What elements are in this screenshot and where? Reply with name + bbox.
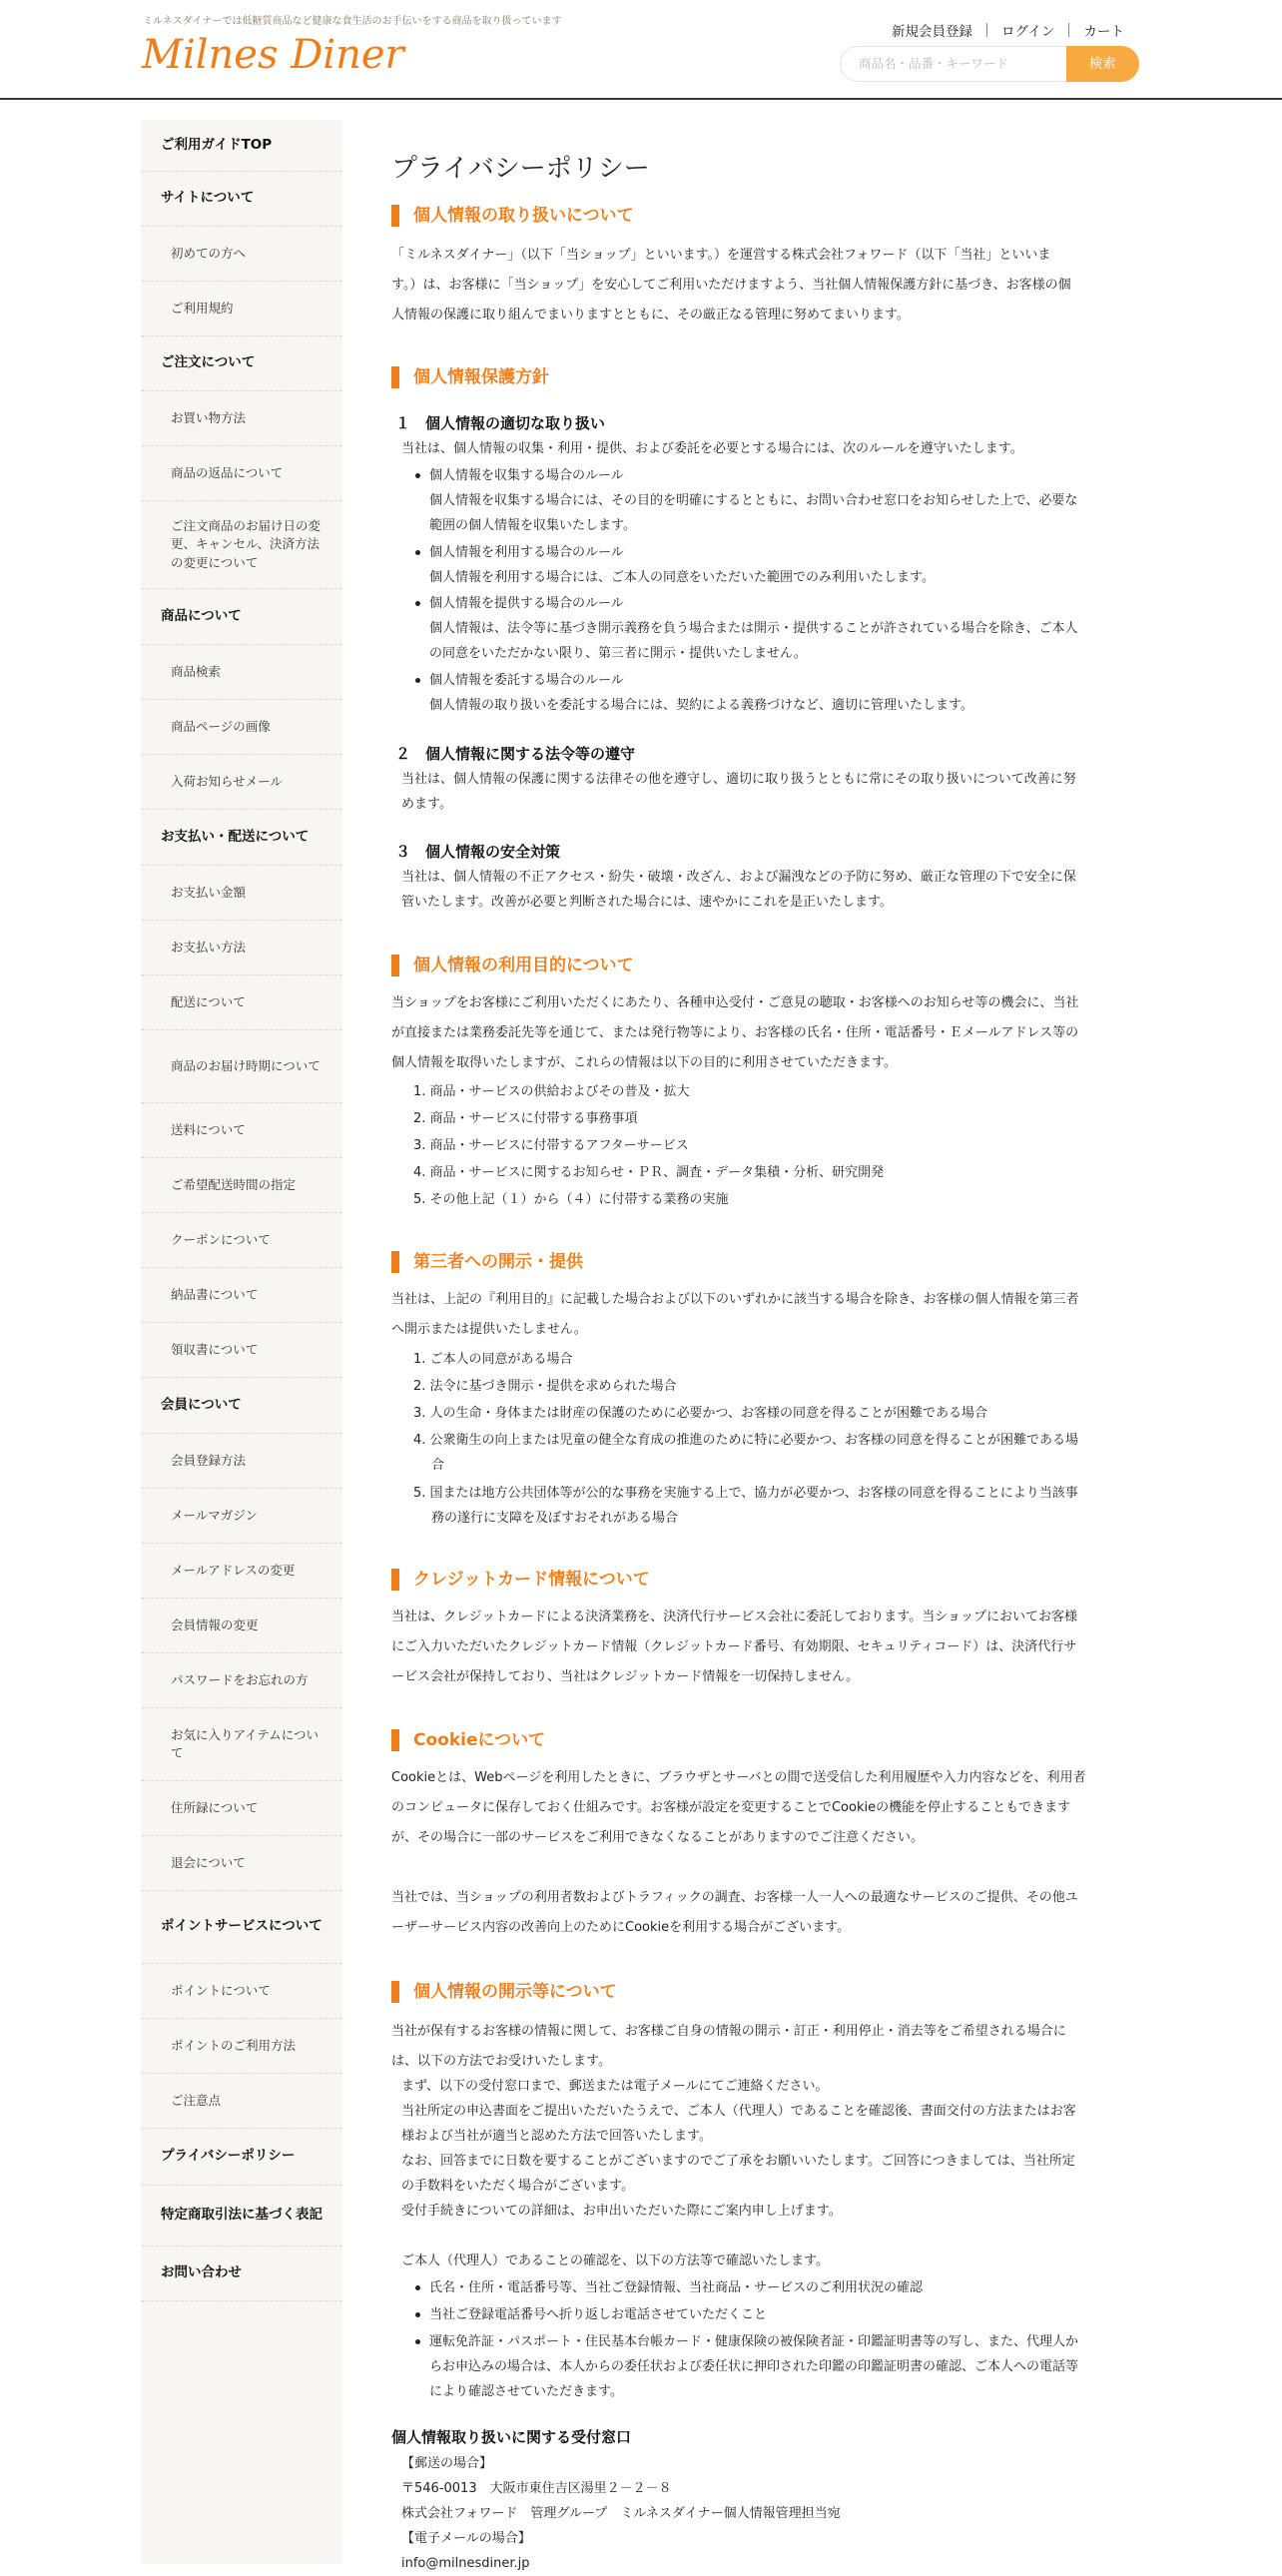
sidebar-link[interactable]: お支払い方法: [141, 921, 342, 975]
section-heading: Cookieについて: [391, 1729, 545, 1751]
sidebar-link[interactable]: ポイントのご利用方法: [141, 2019, 342, 2074]
sidebar-link[interactable]: 商品検索: [141, 645, 342, 700]
sidebar-link[interactable]: お支払い金額: [141, 866, 342, 921]
bullet-item: 個人情報を委託する場合のルール 個人情報の取り扱いを委託する場合には、契約による義務づけなど、適切に管理いたします。: [429, 668, 1134, 718]
list-item: 5. その他上記（１）から（４）に付帯する業務の実施: [413, 1192, 729, 1207]
section-heading: 第三者への開示・提供: [391, 1251, 583, 1273]
cart-link[interactable]: カート: [1083, 24, 1124, 40]
bullet-item: 氏名・住所・電話番号等、当社ご登録情報、当社商品・サービスのご利用状況の確認: [429, 2275, 1134, 2300]
sidebar-link[interactable]: ご希望配送時間の指定: [141, 1158, 342, 1213]
sidebar-link[interactable]: 納品書について: [141, 1268, 342, 1323]
sidebar-link[interactable]: 住所録について: [141, 1781, 342, 1836]
sidebar-link[interactable]: 送料について: [141, 1103, 342, 1158]
sidebar-link[interactable]: 領収書について: [141, 1323, 342, 1378]
paragraph: ご本人（代理人）であることの確認を、以下の方法等で確認いたします。: [401, 2254, 829, 2268]
sidebar-link[interactable]: 配送について: [141, 975, 342, 1030]
list-item: 3. 商品・サービスに付帯するアフターサービス: [413, 1138, 689, 1153]
bullet-item: 当社ご登録電話番号へ折り返しお電話させていただくこと: [429, 2302, 1134, 2327]
search-form: [840, 46, 1139, 82]
sidebar-link[interactable]: 会員登録方法: [141, 1434, 342, 1489]
paragraph: 当社が保有するお客様の情報に関して、お客様ご自身の情報の開示・訂正・利用停止・消去等をご希望される場合に は、以下の方法でお受けいたします。: [391, 2024, 1066, 2069]
bullet-icon: [415, 473, 420, 478]
section-heading: クレジットカード情報について: [391, 1569, 650, 1591]
sidebar-heading[interactable]: プライバシーポリシー: [141, 2129, 342, 2186]
sidebar-link[interactable]: お気に入りアイテムについて: [141, 1708, 342, 1781]
contact-info: 【郵送の場合】 〒546-0013 大阪市東住吉区湯里２－２－８ 株式会社フォワード 管理グループ ミルネスダイナー個人情報管理担当宛 【電子メールの場合】 info@milnesdiner.jp: [401, 2451, 841, 2576]
site-header: [0, 0, 1282, 100]
paragraph: 当社は、個人情報の収集・利用・提供、および委託を必要とする場合には、次のルールを遵守いたします。: [401, 441, 1023, 456]
sidebar-heading[interactable]: お問い合わせ: [141, 2247, 342, 2301]
sidebar-heading[interactable]: ポイントサービスについて: [141, 1891, 342, 1964]
bullet-item: 個人情報を提供する場合のルール 個人情報は、法令等に基づき開示義務を負う場合または開示・提供することが許されている場合を除き、ご本人 の同意をいただかない限り、第三者に開示・提供いたしません。: [429, 591, 1134, 666]
sidebar-link[interactable]: 商品ページの画像: [141, 700, 342, 755]
subheading: １ 個人情報の適切な取り扱い: [395, 414, 606, 432]
subheading: 個人情報取り扱いに関する受付窓口: [391, 2428, 632, 2446]
logo-wordmark-icon: [140, 26, 404, 80]
nav-divider: [1068, 23, 1069, 37]
subheading: ３ 個人情報の安全対策: [395, 843, 561, 861]
sidebar-link[interactable]: メールアドレスの変更: [141, 1544, 342, 1599]
sidebar-heading[interactable]: 特定商取引法に基づく表記: [141, 2186, 342, 2247]
list-item: 2. 商品・サービスに付帯する事務事項: [413, 1111, 638, 1126]
sidebar-link[interactable]: 入荷お知らせメール: [141, 755, 342, 810]
bullet-icon: [415, 678, 420, 683]
bullet-icon: [415, 2285, 420, 2290]
paragraph: 当ショップをお客様にご利用いただくにあたり、各種申込受付・ご意見の聴取・お客様へのお知らせ等の機会に、当社 が直接または業務委託先等を通じて、または発行物等により、お客様の氏名・住所・電話番号・Ｅメールアドレス等の 個人情報を取得いたしますが、これらの情報は以下の目的に利用させていただきます。: [391, 995, 1079, 1070]
bullet-item: 個人情報を収集する場合のルール 個人情報を収集する場合には、その目的を明確にするとともに、お問い合わせ窓口をお知らせした上で、必要な 範囲の個人情報を収集いたします。: [429, 463, 1134, 538]
search-input[interactable]: 商品名・品番・キーワード: [840, 46, 1066, 82]
sidebar-link[interactable]: 商品のお届け時期について: [141, 1030, 342, 1103]
site-tagline: ミルネスダイナーでは低糖質商品など健康な食生活のお手伝いをする商品を取り扱っています: [143, 16, 562, 27]
paragraph: まず、以下の受付窓口まで、郵送または電子メールにてご連絡ください。 当社所定の申込書面をご提出いただいたうえで、ご本人（代理人）であることを確認後、書面交付の方法またはお客 様および当社が適当と認めた方法で回答いたします。 なお、回答までに日数を要することがございますのでご了承をお願いいたします。ご回答につきましては、当社所定 の手数料をいただく場合がございます。 受付手続きについての詳細は、お申出いただいた際にご案内申し上げます。: [401, 2079, 1076, 2219]
register-link[interactable]: 新規会員登録: [892, 24, 972, 40]
sidebar-link[interactable]: ご注文商品のお届け日の変更、キャンセル、決済方法の変更について: [141, 501, 342, 589]
list-item: 2. 法令に基づき開示・提供を求められた場合: [413, 1379, 677, 1394]
list-item: 1. ご本人の同意がある場合: [413, 1352, 573, 1367]
list-item: 4. 公衆衛生の向上または児童の健全な育成の推進のために特に必要かつ、お客様の同意を得ることが困難である場 合: [413, 1433, 1079, 1473]
site-logo[interactable]: [140, 26, 404, 80]
sidebar-link[interactable]: クーポンについて: [141, 1213, 342, 1268]
sidebar-link[interactable]: 初めての方へ: [141, 227, 342, 282]
bullet-icon: [415, 550, 420, 555]
sidebar-heading[interactable]: 商品について: [141, 589, 342, 645]
sidebar-link[interactable]: 商品の返品について: [141, 446, 342, 501]
sidebar-link[interactable]: ご注意点: [141, 2074, 342, 2129]
sidebar-link[interactable]: 会員情報の変更: [141, 1599, 342, 1653]
bullet-icon: [415, 2312, 420, 2317]
logo-text: Milnes Diner: [142, 32, 404, 78]
paragraph: 当社は、個人情報の保護に関する法律その他を遵守し、適切に取り扱うとともに常にその取り扱いについて改善に努 めます。: [401, 772, 1076, 812]
sidebar-link[interactable]: メールマガジン: [141, 1489, 342, 1544]
sidebar-heading[interactable]: ご利用ガイドTOP: [141, 120, 342, 172]
paragraph: 当社は、クレジットカードによる決済業務を、決済代行サービス会社に委託しております。当ショップにおいてお客様 にご入力いただいたクレジットカード情報（クレジットカード番号、有効期限、セキュリティコード）は、決済代行サ ービス会社が保持しており、当社はクレジットカード情報を一切保持しません。: [391, 1610, 1077, 1684]
section-heading: 個人情報保護方針: [391, 366, 549, 388]
sidebar-heading[interactable]: お支払い・配送について: [141, 810, 342, 866]
sidebar-link[interactable]: 退会について: [141, 1836, 342, 1891]
sidebar-link[interactable]: ご利用規約: [141, 282, 342, 336]
guide-sidebar: [141, 120, 342, 2564]
sidebar-link[interactable]: ポイントについて: [141, 1964, 342, 2019]
sidebar-heading[interactable]: サイトについて: [141, 172, 342, 227]
sidebar-link[interactable]: お買い物方法: [141, 391, 342, 446]
section-heading: 個人情報の取り扱いについて: [391, 205, 634, 227]
paragraph: 当社では、当ショップの利用者数およびトラフィックの調査、お客様一人一人への最適なサービスのご提供、その他ユ ーザーサービス内容の改善向上のためにCookieを利用する場合がございます。: [391, 1890, 1078, 1935]
paragraph: 「ミルネスダイナー」（以下「当ショップ」といいます。）を運営する株式会社フォワード（以下「当社」といいま す。）は、お客様に「当ショップ」を安心してご利用いただけますよう、当社個人情報保護方針に基づき、お客様の個 人情報の保護に取り組んでまいりますとともに、その厳正なる管理に努めてまいります。: [391, 248, 1071, 322]
paragraph: 当社は、上記の『利用目的』に記載した場合および以下のいずれかに該当する場合を除き、お客様の個人情報を第三者 へ開示または提供いたしません。: [391, 1292, 1079, 1337]
subheading: ２ 個人情報に関する法令等の遵守: [395, 745, 636, 763]
list-item: 3. 人の生命・身体または財産の保護のために必要かつ、お客様の同意を得ることが困難である場合: [413, 1406, 988, 1421]
list-item: 4. 商品・サービスに関するお知らせ・ＰＲ、調査・データ集積・分析、研究開発: [413, 1165, 885, 1180]
section-heading: 個人情報の利用目的について: [391, 955, 634, 976]
list-item: 1. 商品・サービスの供給およびその普及・拡大: [413, 1084, 690, 1099]
paragraph: Cookieとは、Webページを利用したときに、ブラウザとサーバとの間で送受信した利用履歴や入力内容などを、利用者 のコンピュータに保存しておく仕組みです。お客様が設定を変更することでCookieの機能を停止することもできます が、その場合に一部のサービスをご利用できなくなることがありますのでご注意ください。: [391, 1770, 1086, 1845]
top-nav: [892, 20, 1124, 40]
bullet-item: 運転免許証・パスポート・住民基本台帳カード・健康保険の被保険者証・印鑑証明書等の写し、また、代理人か らお申込みの場合は、本人からの委任状および委任状に押印された印鑑の印鑑証明書の確認、ご本人への電話等 により確認させていただきます。: [429, 2329, 1134, 2404]
sidebar-heading[interactable]: 会員について: [141, 1378, 342, 1434]
search-button[interactable]: 検索: [1066, 46, 1139, 82]
contact-email[interactable]: info@milnesdiner.jp: [401, 2556, 530, 2571]
list-item: 5. 国または地方公共団体等が公的な事務を実施する上で、協力が必要かつ、お客様の同意を得ることにより当該事 務の遂行に支障を及ぼすおそれがある場合: [413, 1486, 1078, 1526]
page-title: プライバシーポリシー: [391, 154, 650, 184]
bullet-item: 個人情報を利用する場合のルール 個人情報を利用する場合には、ご本人の同意をいただいた範囲でのみ利用いたします。: [429, 540, 1134, 590]
section-heading: 個人情報の開示等について: [391, 1981, 617, 2003]
bullet-icon: [415, 2339, 420, 2344]
bullet-icon: [415, 601, 420, 606]
login-link[interactable]: ログイン: [1001, 24, 1055, 40]
paragraph: 当社は、個人情報の不正アクセス・紛失・破壊・改ざん、および漏洩などの予防に努め、厳正な管理の下で安全に保 管いたします。改善が必要と判断された場合には、速やかにこれを是正いたします。: [401, 870, 1076, 910]
sidebar-heading[interactable]: ご注文について: [141, 336, 342, 391]
nav-divider: [986, 23, 987, 37]
sidebar-link[interactable]: パスワードをお忘れの方: [141, 1653, 342, 1708]
